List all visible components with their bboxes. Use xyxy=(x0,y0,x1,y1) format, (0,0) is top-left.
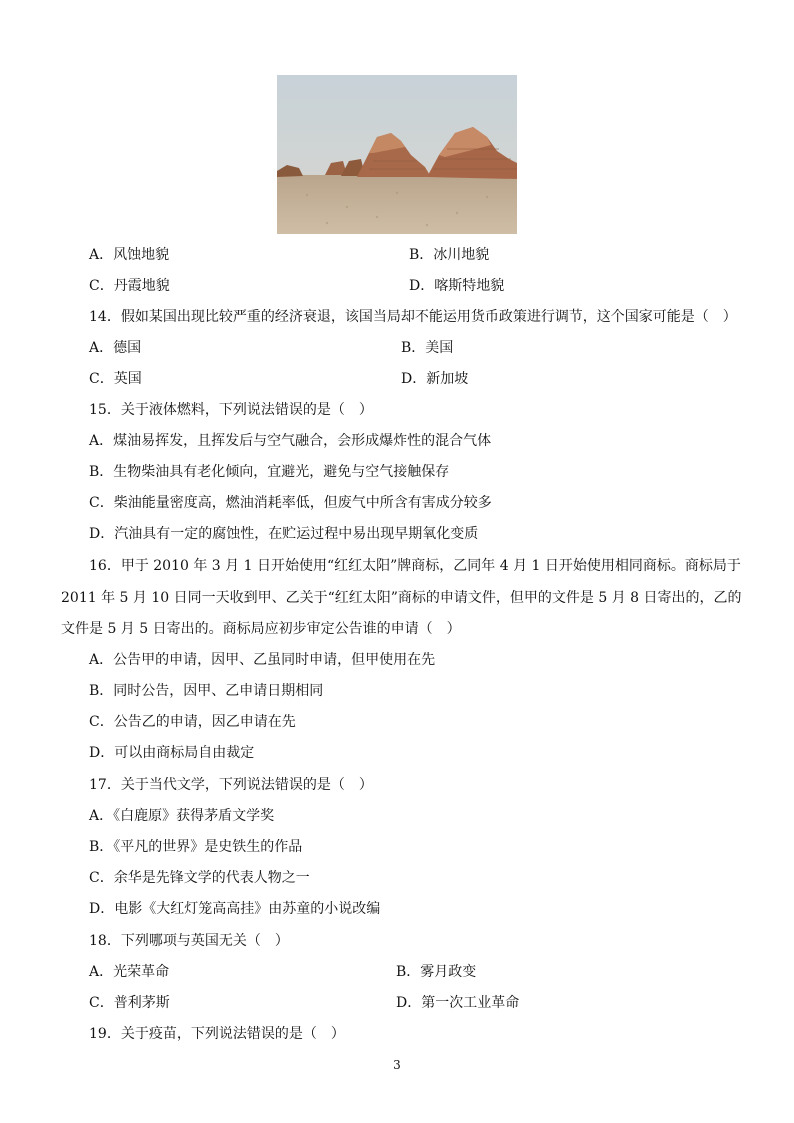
q14-option-a: A．德国 xyxy=(89,340,142,356)
q18-option-a: A．光荣革命 xyxy=(89,964,170,980)
q17-option-d: D．电影《大红灯笼高高挂》由苏童的小说改编 xyxy=(89,901,381,917)
q16-stem-line-1: 16．甲于 2010 年 3 月 1 日开始使用“红红太阳”牌商标，乙同年 4 月 1 日开始使用相同商标。商标局于 xyxy=(89,558,741,574)
q15-stem: 15．关于液体燃料，下列说法错误的是（ ） xyxy=(89,402,373,418)
q18-option-c: C．普利茅斯 xyxy=(89,995,170,1011)
q17-option-b: B．《平凡的世界》是史铁生的作品 xyxy=(89,839,303,855)
q16-option-b: B．同时公告，因甲、乙申请日期相同 xyxy=(89,683,324,699)
q16-stem-line-2: 2011 年 5 月 10 日同一天收到甲、乙关于“红红太阳”商标的申请文件，但甲的文件是 5 月 8 日寄出的，乙的 xyxy=(61,590,742,606)
q13-option-d: D．喀斯特地貌 xyxy=(409,278,505,294)
q13-option-a: A．风蚀地貌 xyxy=(89,247,170,263)
q17-option-a: A．《白鹿原》获得茅盾文学奖 xyxy=(89,808,275,824)
q18-option-d: D．第一次工业革命 xyxy=(396,995,520,1011)
q15-option-d: D．汽油具有一定的腐蚀性，在贮运过程中易出现早期氧化变质 xyxy=(89,526,479,542)
q16-stem-line-3: 文件是 5 月 5 日寄出的。商标局应初步审定公告谁的申请（ ） xyxy=(61,621,461,637)
q18-stem: 18．下列哪项与英国无关（ ） xyxy=(89,933,289,949)
q14-option-c: C．英国 xyxy=(89,371,142,387)
q15-option-a: A．煤油易挥发，且挥发后与空气融合，会形成爆炸性的混合气体 xyxy=(89,433,492,449)
q17-stem: 17．关于当代文学，下列说法错误的是（ ） xyxy=(89,777,373,793)
q15-option-c: C．柴油能量密度高，燃油消耗率低，但废气中所含有害成分较多 xyxy=(89,495,492,511)
q16-option-a: A．公告甲的申请，因甲、乙虽同时申请，但甲使用在先 xyxy=(89,652,436,668)
page-number: 3 xyxy=(393,1058,401,1072)
q14-option-d: D．新加坡 xyxy=(401,371,469,387)
q15-option-b: B．生物柴油具有老化倾向，宜避光，避免与空气接触保存 xyxy=(89,464,450,480)
q16-option-d: D．可以由商标局自由裁定 xyxy=(89,745,255,761)
q18-option-b: B．雾月政变 xyxy=(396,964,477,980)
q17-option-c: C．余华是先锋文学的代表人物之一 xyxy=(89,870,310,886)
q14-stem: 14．假如某国出现比较严重的经济衰退，该国当局却不能运用货币政策进行调节，这个国家可能是（ ） xyxy=(89,309,737,325)
q13-option-b: B．冰川地貌 xyxy=(409,247,490,263)
q16-option-c: C．公告乙的申请，因乙申请在先 xyxy=(89,714,296,730)
q19-stem: 19．关于疫苗，下列说法错误的是（ ） xyxy=(89,1026,345,1042)
q13-option-c: C．丹霞地貌 xyxy=(89,278,170,294)
wind-erosion-landform-photo xyxy=(277,75,517,234)
q14-option-b: B．美国 xyxy=(401,340,454,356)
